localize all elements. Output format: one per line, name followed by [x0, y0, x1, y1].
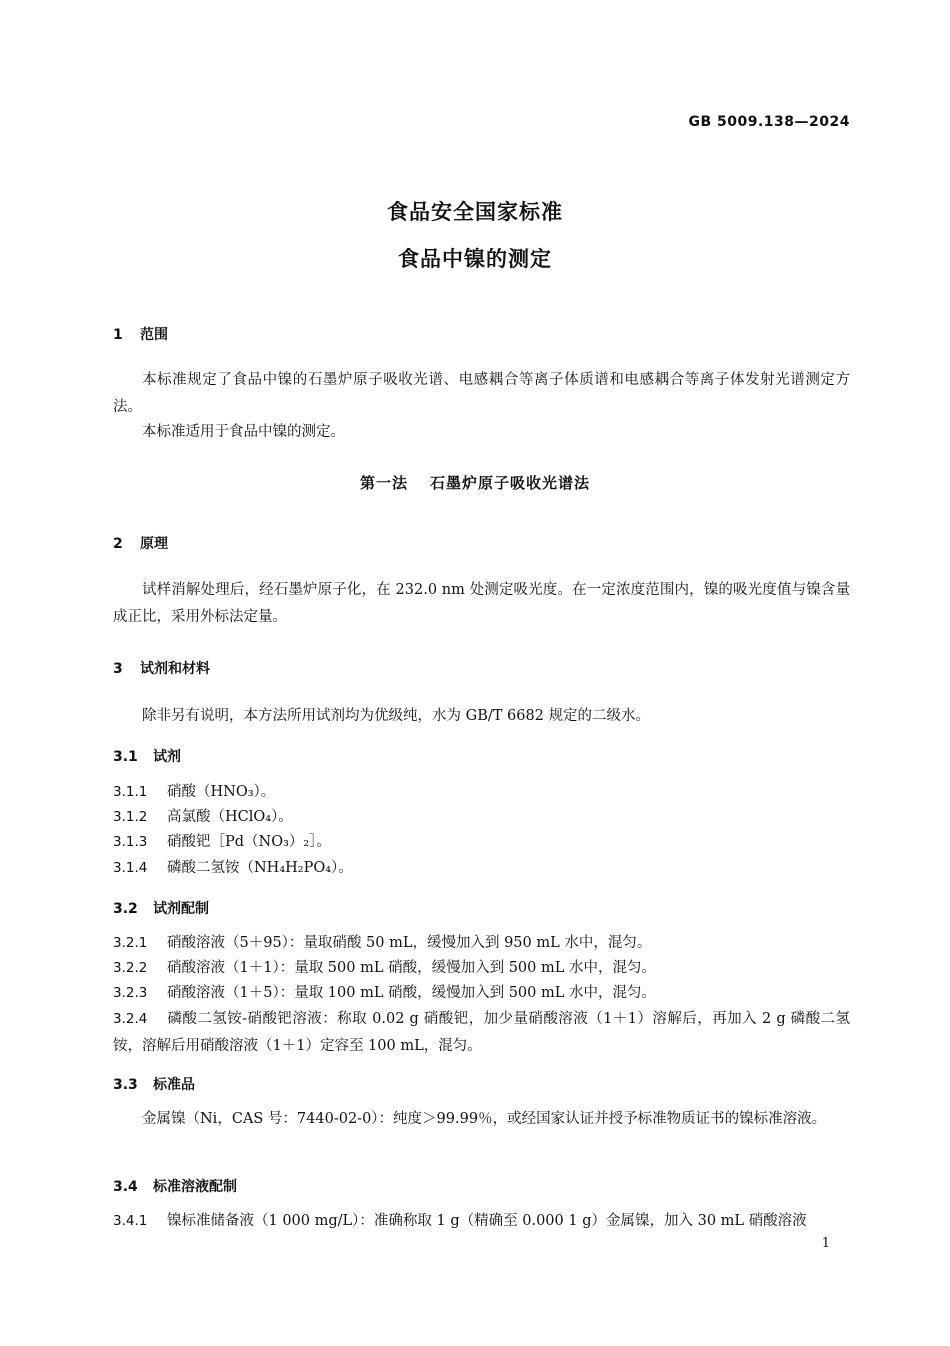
item-text: 硝酸（HNO₃）。	[167, 784, 276, 800]
item-number: 3.1.1	[113, 784, 148, 800]
item-text: 高氯酸（HClO₄）。	[167, 809, 293, 825]
document-title: 食品安全国家标准	[387, 200, 563, 224]
item-number: 3.1.2	[113, 809, 148, 825]
document-subtitle: 食品中镍的测定	[398, 247, 552, 271]
method-name: 石墨炉原子吸收光谱法	[430, 474, 591, 492]
subsection-number: 3.4	[113, 1179, 138, 1195]
item-number: 3.4.1	[113, 1213, 148, 1229]
scope-paragraph-1: 本标准规定了食品中镍的石墨炉原子吸收光谱、电感耦合等离子体质谱和电感耦合等离子体发射光谱测定方法。	[113, 372, 850, 415]
subsection-heading-3-3	[113, 1074, 195, 1094]
method-label: 第一法	[359, 474, 408, 492]
reagents-paragraph: 除非另有说明，本方法所用试剂均为优级纯，水为 GB/T 6682 规定的二级水。	[142, 708, 651, 724]
item-text: 硝酸钯［Pd（NO₃）₂］。	[167, 834, 331, 850]
item-number: 3.2.4	[113, 1011, 148, 1027]
subsection-heading-3-1	[113, 746, 181, 766]
section-title: 范围	[140, 327, 168, 343]
subsection-number: 3.2	[113, 901, 138, 917]
item-text: 硝酸溶液（5＋95）：量取硝酸 50 mL，缓慢加入到 950 mL 水中，混匀。	[167, 935, 652, 951]
item-3-1-1	[113, 779, 850, 806]
item-text: 磷酸二氢铵-硝酸钯溶液：称取 0.02 g 硝酸钯，加少量硝酸溶液（1＋1）溶解后，再加入 2 g 磷酸二氢铵，溶解后用硝酸溶液（1＋1）定容至 100 mL，混匀。	[113, 1011, 850, 1054]
item-3-1-3	[113, 829, 850, 856]
document-number: GB 5009.138—2024	[688, 114, 850, 130]
subsection-title: 标准品	[153, 1077, 195, 1093]
subsection-number: 3.1	[113, 749, 138, 765]
subsection-title: 试剂	[153, 749, 181, 765]
section-number: 2	[113, 536, 123, 552]
section-number: 3	[113, 661, 123, 677]
subsection-title: 试剂配制	[153, 901, 209, 917]
section-heading-scope	[113, 324, 168, 344]
item-3-2-3	[113, 980, 850, 1007]
item-3-4-1	[113, 1208, 850, 1235]
page-number: 1	[821, 1236, 830, 1251]
item-number: 3.1.3	[113, 834, 148, 850]
item-text: 硝酸溶液（1＋1）：量取 500 mL 硝酸，缓慢加入到 500 mL 水中，混匀。	[167, 960, 656, 976]
subsection-title: 标准溶液配制	[153, 1179, 237, 1195]
item-3-2-2	[113, 955, 850, 982]
item-3-2-4	[113, 1006, 850, 1060]
item-number: 3.2.3	[113, 985, 148, 1001]
item-number: 3.2.2	[113, 960, 148, 976]
section-title: 原理	[140, 536, 168, 552]
standard-paragraph: 金属镍（Ni，CAS 号：7440-02-0）：纯度＞99.99％，或经国家认证并授予标准物质证书的镍标准溶液。	[142, 1111, 827, 1127]
item-number: 3.2.1	[113, 935, 148, 951]
principle-paragraph: 试样消解处理后，经石墨炉原子化，在 232.0 nm 处测定吸光度。在一定浓度范围内，镍的吸光度值与镍含量成正比，采用外标法定量。	[113, 582, 850, 625]
item-3-1-4	[113, 855, 850, 882]
section-number: 1	[113, 327, 123, 343]
section-title: 试剂和材料	[140, 661, 210, 677]
item-text: 硝酸溶液（1＋5）：量取 100 mL 硝酸，缓慢加入到 500 mL 水中，混匀。	[167, 985, 656, 1001]
item-3-1-2	[113, 804, 850, 831]
subsection-heading-3-2	[113, 898, 209, 918]
item-text: 镍标准储备液（1 000 mg/L）：准确称取 1 g（精确至 0.000 1 g）金属镍，加入 30 mL 硝酸溶液	[167, 1213, 807, 1229]
scope-paragraph-2: 本标准适用于食品中镍的测定。	[142, 424, 345, 440]
section-heading-principle	[113, 533, 168, 553]
subsection-number: 3.3	[113, 1077, 138, 1093]
section-heading-reagents	[113, 658, 210, 678]
item-3-2-1	[113, 930, 850, 957]
item-text: 磷酸二氢铵（NH₄H₂PO₄）。	[167, 860, 353, 876]
method-heading	[0, 472, 950, 493]
item-number: 3.1.4	[113, 860, 148, 876]
subsection-heading-3-4	[113, 1176, 237, 1196]
